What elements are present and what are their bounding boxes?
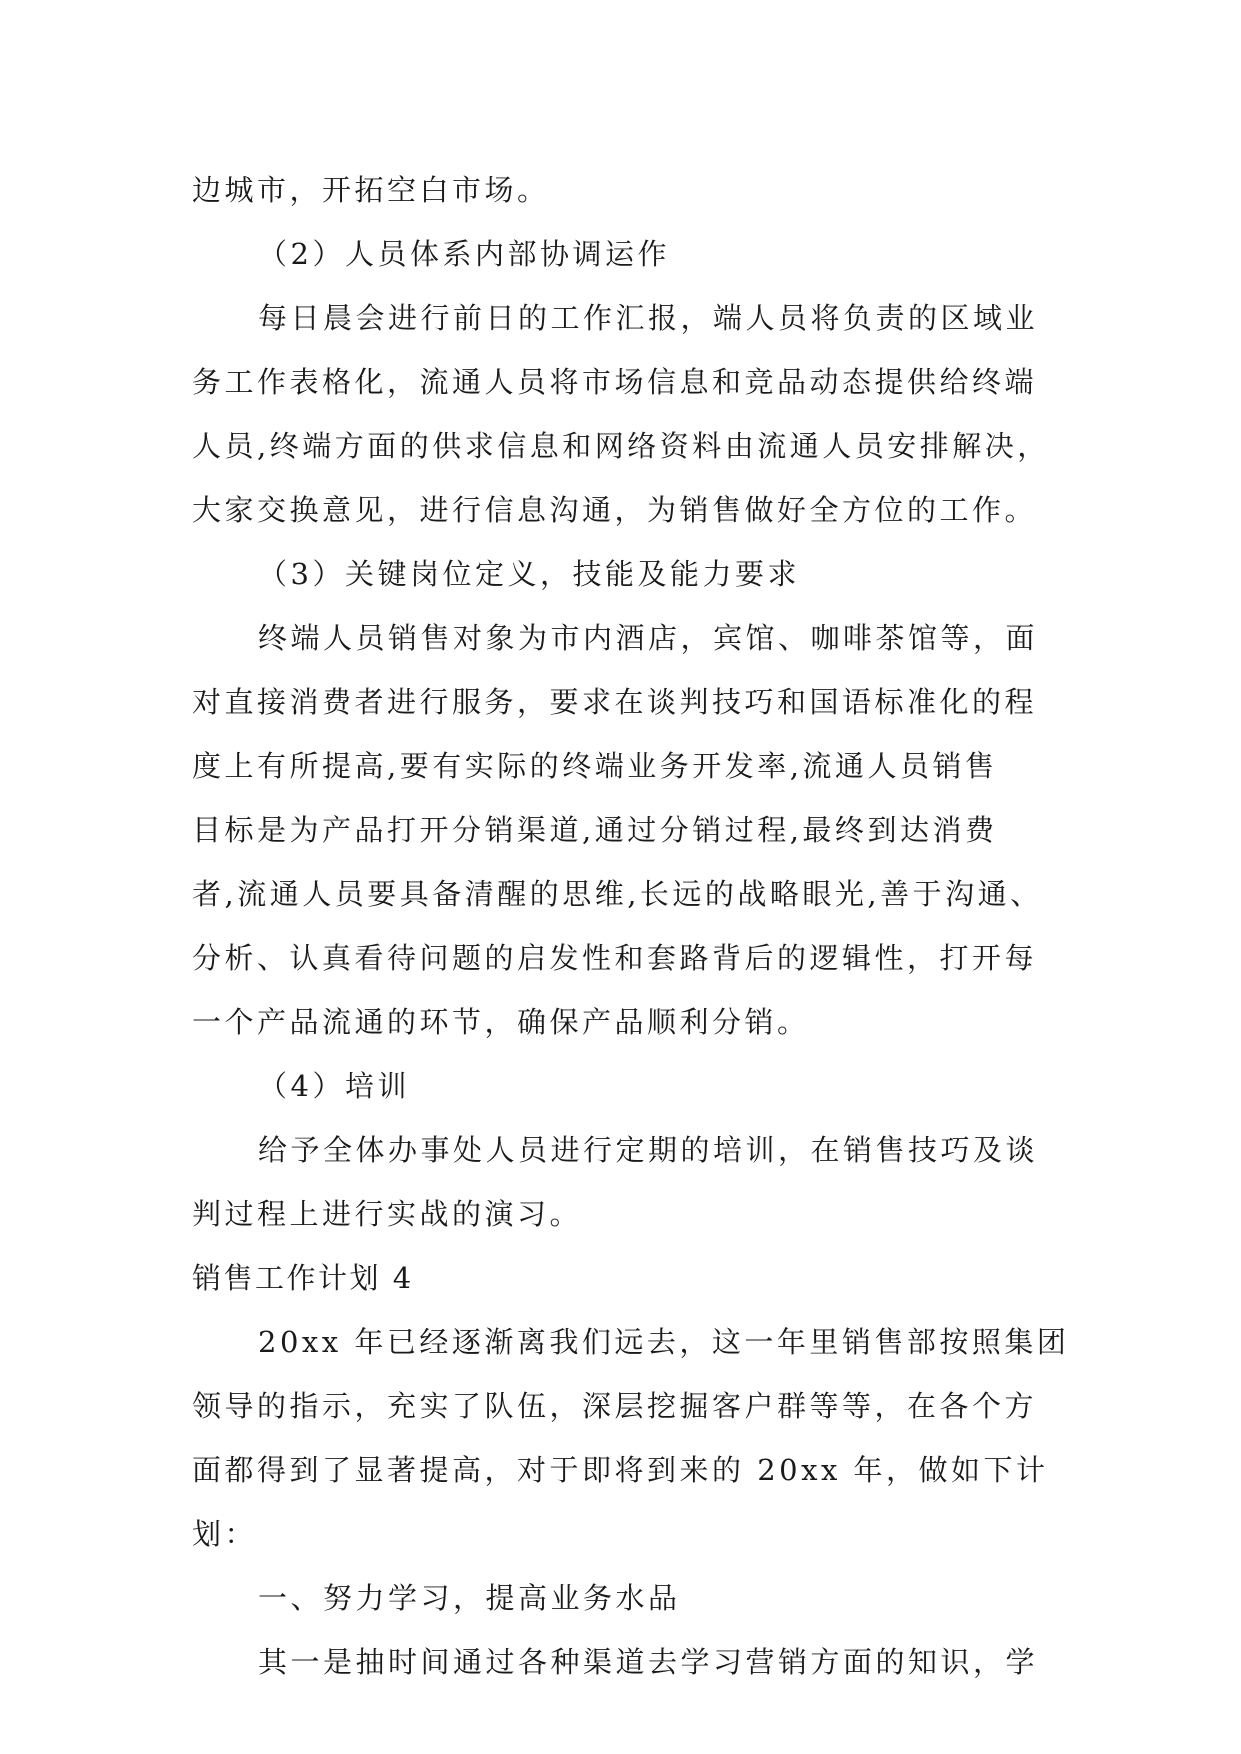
section-heading: （4）培训: [258, 1069, 410, 1103]
text-line: 面都得到了显著提高，对于即将到来的 20xx 年，做如下计: [192, 1453, 1049, 1487]
text-line: 终端人员销售对象为市内酒店，宾馆、咖啡茶馆等，面: [258, 621, 1039, 655]
text-line: 其一是抽时间通过各种渠道去学习营销方面的知识，学: [258, 1645, 1039, 1679]
text-line: 分析、认真看待问题的启发性和套路背后的逻辑性，打开每: [192, 941, 1038, 975]
section-heading: （3）关键岗位定义，技能及能力要求: [258, 557, 800, 591]
text-line: 对直接消费者进行服务，要求在谈判技巧和国语标准化的程: [192, 685, 1038, 719]
text-line: 给予全体办事处人员进行定期的培训，在销售技巧及谈: [258, 1133, 1039, 1167]
text-line: 领导的指示，充实了队伍，深层挖掘客户群等等，在各个方: [192, 1389, 1038, 1423]
text-line: 者,流通人员要具备清醒的思维,长远的战略眼光,善于沟通、: [192, 877, 1043, 911]
text-line: 务工作表格化，流通人员将市场信息和竞品动态提供给终端: [192, 365, 1038, 399]
text-line: 判过程上进行实战的演习。: [192, 1197, 583, 1231]
text-line: 划：: [192, 1517, 258, 1551]
text-line: 目标是为产品打开分销渠道,通过分销过程,最终到达消费: [192, 813, 998, 847]
text-line: 度上有所提高,要有实际的终端业务开发率,流通人员销售: [192, 749, 998, 783]
document-title: 销售工作计划 4: [192, 1261, 414, 1295]
section-heading: 一、努力学习，提高业务水品: [258, 1581, 681, 1615]
document-body: [192, 158, 1072, 1694]
text-line: 一个产品流通的环节，确保产品顺利分销。: [192, 1005, 810, 1039]
text-line: 边城市，开拓空白市场。: [192, 173, 550, 207]
section-heading: （2）人员体系内部协调运作: [258, 237, 670, 271]
text-line: 大家交换意见，进行信息沟通，为销售做好全方位的工作。: [192, 493, 1038, 527]
text-line: 人员,终端方面的供求信息和网络资料由流通人员安排解决，: [192, 429, 1050, 463]
text-line: 20xx 年已经逐渐离我们远去，这一年里销售部按照集团: [258, 1325, 1070, 1359]
text-line: 每日晨会进行前日的工作汇报，端人员将负责的区域业: [258, 301, 1039, 335]
